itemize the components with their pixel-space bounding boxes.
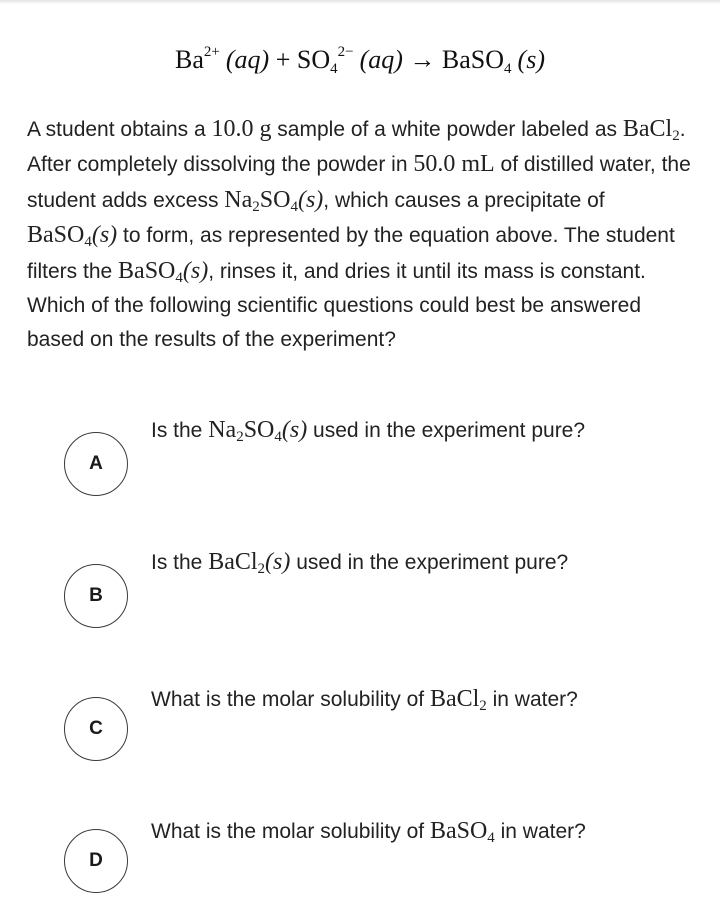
formula-na2so4: $Na_2SO_4(s)$ — [224, 186, 324, 215]
eq-state-aq-1: (aq) — [225, 45, 270, 74]
formula-bacl2: BaCl$_2$ — [429, 686, 487, 714]
option-c-text: What is the molar solubility of BaCl$_2$ in water? — [151, 686, 578, 714]
eq-barium-charge: 2+ — [203, 44, 220, 60]
answer-option-a[interactable] — [64, 417, 664, 512]
eq-product: BaSO — [441, 45, 505, 74]
eq-state-aq-2: (aq) — [359, 45, 403, 74]
option-a-circle[interactable]: A — [64, 432, 128, 496]
formula-na2so4: $Na_2SO_4(s)$ — [208, 417, 308, 445]
stem-text: , rinses it, and dries it until its mass is constant. Which of the following scientific questions could best be answered based on the results of the experiment? — [27, 259, 646, 352]
answer-option-d[interactable] — [64, 818, 664, 900]
option-c-circle[interactable]: C — [64, 697, 128, 761]
formula-baso4: BaSO$_4$(s) — [118, 257, 209, 286]
answer-option-b[interactable] — [64, 549, 664, 644]
formula-bacl2: BaCl$_2$(s) — [208, 549, 291, 577]
reaction-equation — [0, 44, 720, 78]
water-volume: 50.0 mL — [413, 151, 495, 178]
sample-mass: 10.0 g — [211, 116, 272, 142]
question-stem — [27, 112, 697, 358]
top-divider — [0, 0, 720, 4]
formula-baso4: BaSO$_4$(s) — [27, 222, 118, 251]
formula-baso4: BaSO$_4$ — [429, 818, 495, 846]
stem-text: of distilled water, the student adds excess — [27, 153, 691, 212]
formula-bacl2: BaCl$_2$ — [622, 116, 680, 144]
eq-state-solid: (s) — [517, 45, 545, 74]
eq-plus: + — [275, 45, 291, 74]
eq-arrow: → — [409, 45, 436, 74]
answer-option-c[interactable] — [64, 686, 664, 777]
stem-text: to form, as represented by the equation above. The student filters the — [27, 224, 675, 283]
option-b-text: Is the BaCl$_2$(s) used in the experiment pure? — [151, 549, 569, 577]
stem-text: . After completely dissolving the powder in — [27, 118, 686, 177]
stem-text: sample of a white powder labeled as — [271, 118, 623, 141]
option-d-text: What is the molar solubility of BaSO$_4$ in water? — [151, 818, 586, 846]
eq-product-subscript: 4 — [504, 61, 512, 77]
stem-text: A student obtains a — [27, 118, 212, 141]
eq-barium: Ba — [175, 45, 204, 74]
eq-sulfate: SO — [296, 45, 331, 74]
option-d-circle[interactable]: D — [64, 829, 128, 893]
option-b-circle[interactable]: B — [64, 564, 128, 628]
eq-sulfate-subscript: 4 — [330, 61, 338, 77]
stem-text: , which causes a precipitate of — [323, 188, 605, 212]
eq-sulfate-charge: 2− — [337, 44, 354, 60]
option-a-text: Is the $Na_2SO_4(s)$ used in the experiment pure? — [151, 417, 586, 445]
